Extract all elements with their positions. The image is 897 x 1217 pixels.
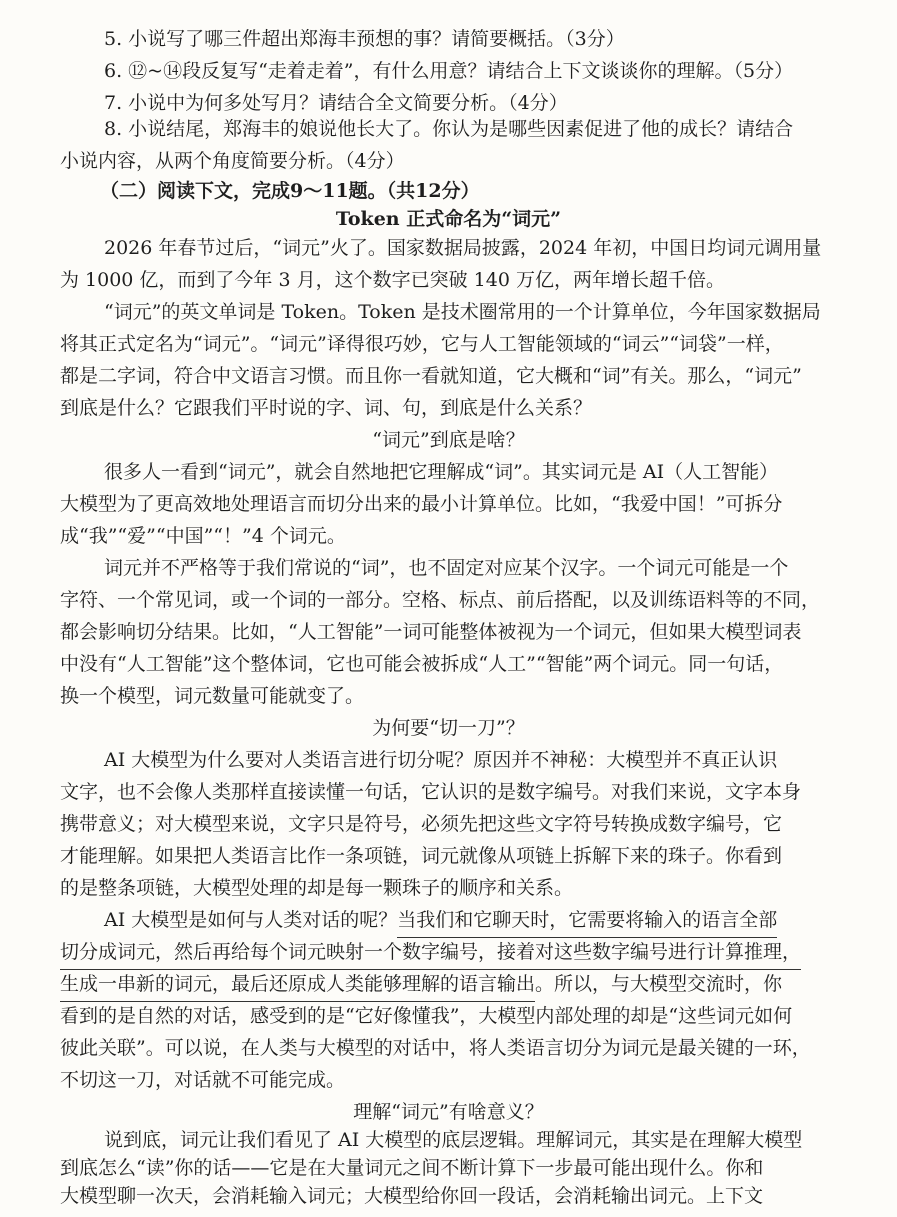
paragraph-line: 大模型为了更高效地处理语言而切分出来的最小计算单位。比如，“我爱中国！”可拆分	[60, 493, 783, 515]
underlined-sentence: 生成一串新的词元，最后还原成人类能够理解的语言输出	[60, 968, 535, 1002]
paragraph-line: 字符、一个常见词，或一个词的一部分。空格、标点、前后搭配，以及训练语料等的不同，	[60, 589, 821, 611]
paragraph-line: 大模型聊一次天，会消耗输入词元；大模型给你回一段话，会消耗输出词元。上下文	[60, 1185, 764, 1207]
paragraph-line: 看到的是自然的对话，感受到的是“它好像懂我”，大模型内部处理的却是“这些词元如何	[60, 1005, 793, 1027]
paragraph-line: 为 1000 亿，而到了今年 3 月，这个数字已突破 140 万亿，两年增长超千倍。	[60, 269, 725, 291]
paragraph-line: 不切这一刀，对话就不可能完成。	[60, 1069, 346, 1091]
paragraph-line: 都会影响切分结果。比如，“人工智能”一词可能整体被视为一个词元，但如果大模型词表	[60, 621, 802, 643]
question-7: 7. 小说中为何多处写月？请结合全文简要分析。（4分）	[104, 92, 568, 114]
section-heading: （二）阅读下文，完成9～11题。（共12分）	[100, 180, 480, 202]
paragraph-line: 才能理解。如果把人类语言比作一条项链，词元就像从项链上拆解下来的珠子。你看到	[60, 845, 783, 867]
paragraph-line: 到底是什么？它跟我们平时说的字、词、句，到底是什么关系？	[60, 397, 593, 419]
paragraph-line: 说到底，词元让我们看见了 AI 大模型的底层逻辑。理解词元，其实是在理解大模型	[104, 1129, 803, 1151]
underlined-sentence: 切分成词元，然后再给每个词元映射一个数字编号，接着对这些数字编号进行计算推理，	[60, 936, 801, 970]
paragraph-line: 换一个模型，词元数量可能就变了。	[60, 685, 365, 707]
paragraph-line: AI 大模型为什么要对人类语言进行切分呢？原因并不神秘：大模型并不真正认识	[104, 749, 778, 771]
paragraph-line: 中没有“人工智能”这个整体词，它也可能会被拆成“人工”“智能”两个词元。同一句话，	[60, 653, 784, 675]
paragraph-line: 很多人一看到“词元”，就会自然地把它理解成“词”。其实词元是 AI（人工智能）	[104, 461, 779, 483]
paragraph-line: 生成一串新的词元，最后还原成人类能够理解的语言输出。所以，与大模型交流时，你	[60, 968, 782, 1002]
subheading: 为何要“切一刀”？	[372, 717, 525, 739]
paragraph-line: 2026 年春节过后，“词元”火了。国家数据局披露，2024 年初，中国日均词元调用量	[104, 237, 822, 259]
question-6: 6. ⑫~⑭段反复写“走着走着”，有什么用意？请结合上下文谈谈你的理解。（5分）	[104, 60, 794, 82]
question-8-line-1: 8. 小说结尾，郑海丰的娘说他长大了。你认为是哪些因素促进了他的成长？请结合	[104, 118, 794, 140]
paragraph-line: 都是二字词，符合中文语言习惯。而且你一看就知道，它大概和“词”有关。那么，“词元”	[60, 365, 802, 387]
paragraph-line: 彼此关联”。可以说，在人类与大模型的对话中，将人类语言切分为词元是最关键的一环，	[60, 1037, 811, 1059]
paragraph-line: 的是整条项链，大模型处理的却是每一颗珠子的顺序和关系。	[60, 877, 574, 899]
paragraph-line: 到底怎么“读”你的话——它是在大量词元之间不断计算下一步最可能出现什么。你和	[60, 1157, 764, 1179]
underlined-sentence: 当我们和它聊天时，它需要将输入的语言全部	[397, 904, 777, 938]
paragraph-line: 词元并不严格等于我们常说的“词”，也不固定对应某个汉字。一个词元可能是一个	[104, 557, 789, 579]
paragraph-line: “词元”的英文单词是 Token。Token 是技术圈常用的一个计算单位，今年国家数据局	[104, 301, 821, 323]
paragraph-line: AI 大模型是如何与人类对话的呢？当我们和它聊天时，它需要将输入的语言全部	[104, 904, 777, 938]
paragraph-line: 文字，也不会像人类那样直接读懂一句话，它认识的是数字编号。对我们来说，文字本身	[60, 781, 802, 803]
question-8-line-2: 小说内容，从两个角度简要分析。（4分）	[60, 150, 405, 172]
question-5: 5. 小说写了哪三件超出郑海丰预想的事？请简要概括。（3分）	[104, 28, 625, 50]
article-title: Token 正式命名为“词元”	[335, 208, 562, 230]
subheading: 理解“词元”有啥意义？	[353, 1101, 544, 1123]
subheading: “词元”到底是啥？	[372, 429, 525, 451]
paragraph-line: 将其正式定名为“词元”。“词元”译得很巧妙，它与人工智能领域的“词云”“词袋”一样，	[60, 333, 784, 355]
paragraph-line: 成“我”“爱”“中国”“！”4 个词元。	[60, 525, 346, 547]
paragraph-line	[60, 936, 801, 970]
paragraph-line: 携带意义；对大模型来说，文字只是符号，必须先把这些文字符号转换成数字编号，它	[60, 813, 783, 835]
